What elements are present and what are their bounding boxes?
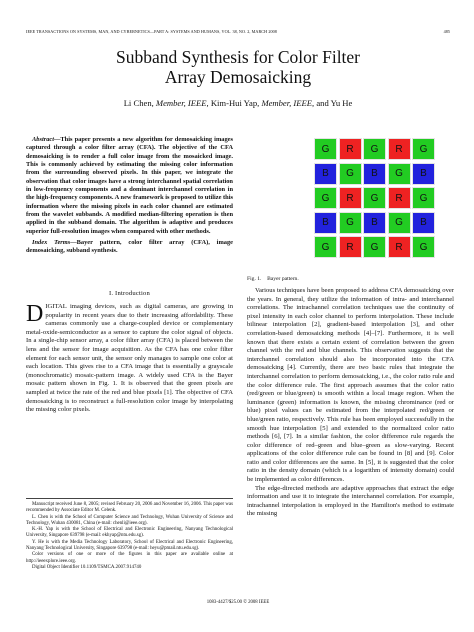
- bayer-cell-R: R: [339, 236, 362, 258]
- introduction-paragraph: [26, 303, 233, 415]
- drop-cap: D: [26, 301, 44, 327]
- bayer-cell-B: B: [314, 212, 337, 234]
- bayer-cell-R: R: [388, 236, 411, 258]
- abstract-text: —This paper presents a new algorithm for demosaicking images captured through a color filter array (CFA). The objective of the CFA demosaicking is to render a full color image from the mosaicked image. This is commonly achieved by estimating the missing color information from the surrounding observed pixels. In this paper, we integrate the observation that color images have a strong interchannel spatial correlation in low-frequency components and a dominant interchannel correlation in the high-frequency components. A new framework is proposed to utilize this information where the missing pixels in each color channel are estimated from the wavelet subbands. A modified median-filtering operation is then applied in the subband domain. The algorithm is adaptive and produces superior full-resolution images when compared with other methods.: [26, 136, 233, 235]
- bayer-cell-G: G: [412, 138, 435, 160]
- journal-header: IEEE TRANSACTIONS ON SYSTEMS, MAN, AND CYBERNETICS—PART A: SYSTEMS AND HUMANS, VOL. 38, NO. 2, MARCH 2008: [26, 29, 277, 34]
- bayer-cell-G: G: [314, 236, 337, 258]
- index-terms-label: Index Terms: [32, 239, 71, 247]
- index-terms-text: —Bayer pattern, color filter array (CFA), image demosaicking, subband synthesis.: [26, 239, 233, 255]
- footnote-color-versions: Color versions of one or more of the figures in this paper are available online at http://ieeexplore.ieee.org.: [26, 552, 233, 564]
- bayer-cell-G: G: [412, 236, 435, 258]
- paper-title-line-2: Array Demosaicking: [164, 67, 312, 87]
- running-header: [26, 29, 450, 37]
- bayer-cell-G: G: [363, 236, 386, 258]
- footnote-doi: Digital Object Identifier 10.1109/TSMCA.2007.914740: [32, 564, 142, 570]
- footnote-manuscript: Manuscript received June 8, 2005; revised February 20, 2006 and November 16, 2006. This paper was recommended by Associate Editor M. Celenk.: [26, 502, 233, 514]
- author-1: Li Chen,: [123, 98, 156, 108]
- footnote-author-yap: K.-H. Yap is with the School of Electrical and Electronic Engineering, Nanyang Technological University, Singapore 639798 (e-mail: ekhyap@ntu.edu.sg).: [26, 527, 233, 539]
- bayer-cell-B: B: [363, 163, 386, 185]
- footnote-author-chen: L. Chen is with the School of Computer Science and Technology, Wuhan University of Science and Technology, Wuhan 430081, China (e-mail: chenli@ieee.org).: [26, 514, 233, 526]
- author-1-role: Member, IEEE: [155, 98, 207, 108]
- author-3: , and Yu He: [312, 98, 353, 108]
- right-column-body: [247, 287, 454, 519]
- bayer-cell-R: R: [388, 187, 411, 209]
- figure-caption: [247, 276, 454, 282]
- bayer-cell-G: G: [412, 187, 435, 209]
- bayer-cell-G: G: [314, 138, 337, 160]
- bayer-cell-G: G: [339, 163, 362, 185]
- bayer-cell-G: G: [388, 212, 411, 234]
- bayer-cell-B: B: [314, 163, 337, 185]
- index-terms: [26, 239, 233, 256]
- abstract-block: [26, 136, 233, 256]
- body-paragraph-1: Various techniques have been proposed to address CFA demosaicking over the years. In general, they utilize the information of intra- and interchannel correlations. The intrachannel correlation techniques use the continuity of pixel intensity in each color channel to perform interpolation. These include bilinear interpolation [2], gradient-based interpolation [3], and other correlation-based demosaicking methods [4]–[7]. Furthermore, it is well known that there exists a certain extent of correlation between the green channel with the red and blue channels. This observation suggests that the interchannel correlation should also be incorporated into the CFA demosaicking [4]. Currently, there are two basic rules that integrate the interchannel correlation to perform demosaicking, i.e., the color ratio rule and the color difference rule. The first approach assumes that the color ratio (red/green or blue/green) is smooth within a local image region. When the luminance (green) information is known, the missing chrominance (red or blue) pixel values can be estimated from the interpolated red/green or blue/green ratio, respectively. This rule has been employed successfully in the smooth hue interpolation [5] and extended to the normalized color ratio methods [6], [7]. In a similar fashion, the color difference rule regards the color difference of red–green and blue–green as slow-varying. Recent applications of the color difference rule can be found in [8] and [9]. Color ratio and color differences are the same. In [5], it is suggested that the color ratio in the density domain (which is a logarithm of intensity domain) could be implemented as color differences.: [247, 287, 454, 484]
- body-paragraph-2: The edge-directed methods are adaptive approaches that extract the edge information and use it to integrate the interchannel correlation. For example, intrachannel interpolation is employed in the Hamilton's method to estimate the missing: [247, 484, 454, 518]
- figure-caption-label: Fig. 1.: [247, 276, 262, 282]
- author-2: , Kim-Hui Yap,: [206, 98, 262, 108]
- footnote-author-he: Y. He is with the Media Technology Laboratory, School of Electrical and Electronic Engineering, Nanyang Technological University, Singapore 639798 (e-mail: heyu@pmail.ntu.edu.sg).: [26, 539, 233, 552]
- author-list: [26, 98, 450, 108]
- bayer-cell-G: G: [363, 138, 386, 160]
- abstract: [26, 136, 233, 236]
- bayer-cell-G: G: [388, 163, 411, 185]
- copyright-footer: 1083-4427/$25.00 © 2008 IEEE: [206, 600, 270, 605]
- footnotes: [26, 498, 233, 571]
- author-2-role: Member, IEEE: [261, 98, 313, 108]
- paper-title-line-1: Subband Synthesis for Color Filter: [115, 47, 361, 67]
- page-number: 485: [443, 29, 450, 34]
- figure-caption-text: Bayer pattern.: [267, 276, 299, 282]
- introduction-text: IGITAL imaging devices, such as digital cameras, are growing in popularity in recent years due to their increasing affordability. These cameras commonly use a charge-coupled device or complementary metal-oxide-semiconductor as a sensor to capture the color signal of objects. In a single-chip sensor array, a color filter array (CFA) is placed between the lens and the sensor for image acquisition. As the CFA has one color filter element for each sensor unit, the sensor only manages to sample one color at each location. This gives rise to a CFA image that is essentially a grayscale (monochromatic) mosaic-pattern image. A widely used CFA is the Bayer mosaic pattern shown in Fig. 1. It is observed that the green pixels are sampled at twice the rate of the red and blue pixels [1]. The objective of CFA demosaicking is to reconstruct a full-resolution color image by interpolating the missing color pixels.: [26, 303, 233, 414]
- bayer-cell-G: G: [363, 187, 386, 209]
- abstract-label: Abstract: [32, 136, 55, 143]
- bayer-cell-R: R: [339, 138, 362, 160]
- bayer-cell-R: R: [339, 187, 362, 209]
- bayer-pattern-figure: [314, 138, 442, 265]
- bayer-cell-B: B: [412, 163, 435, 185]
- bayer-cell-G: G: [314, 187, 337, 209]
- bayer-cell-B: B: [412, 212, 435, 234]
- section-heading-introduction: I. Introduction: [108, 290, 151, 297]
- bayer-cell-R: R: [388, 138, 411, 160]
- bayer-cell-B: B: [363, 212, 386, 234]
- bayer-cell-G: G: [339, 212, 362, 234]
